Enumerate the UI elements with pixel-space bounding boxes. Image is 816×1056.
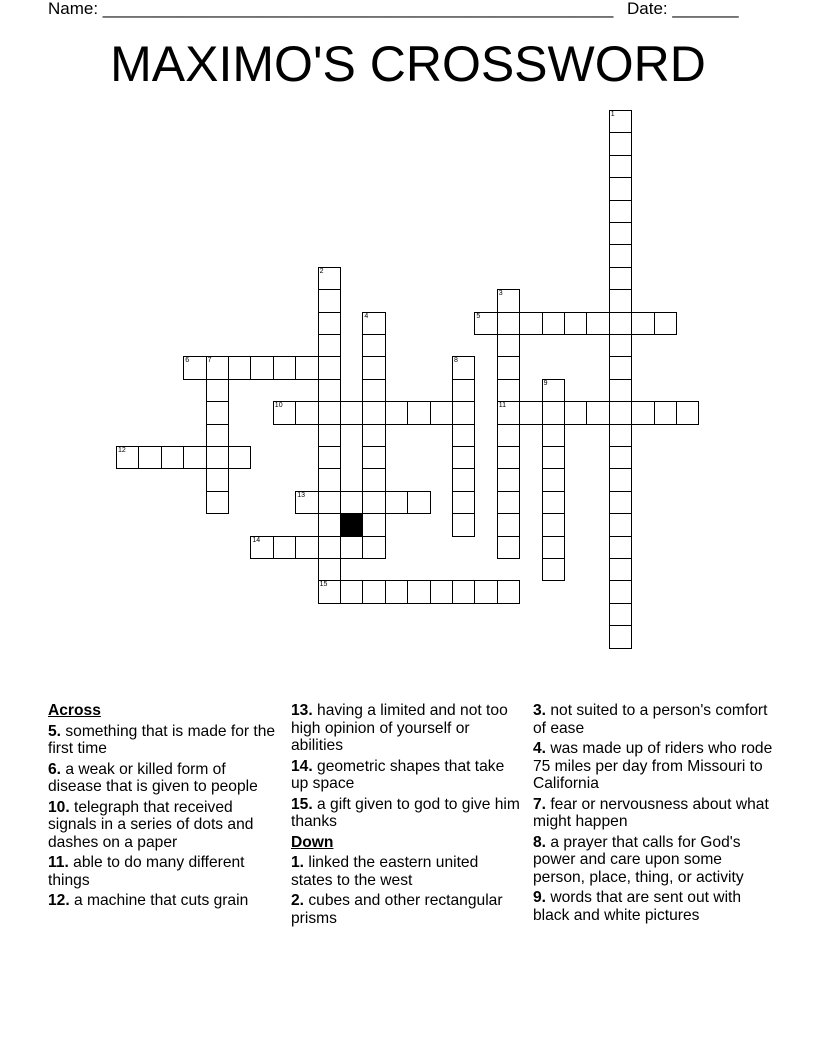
across-heading: Across [48,702,101,719]
grid-cell[interactable] [318,580,341,603]
clue-number: 3 [498,290,503,298]
grid-cell[interactable] [340,401,363,424]
clue-across-11: 11. able to do many different things [48,854,245,889]
grid-cell[interactable] [654,312,677,335]
grid-cell[interactable] [609,267,632,290]
grid-cell[interactable] [318,536,341,559]
grid-cell[interactable] [609,289,632,312]
grid-cell[interactable] [452,424,475,447]
grid-cell[interactable] [452,491,475,514]
grid-cell[interactable] [318,334,341,357]
grid-cell[interactable] [609,379,632,402]
grid-cell[interactable] [609,446,632,469]
grid-cell[interactable] [542,379,565,402]
grid-cell[interactable] [609,558,632,581]
grid-cell[interactable] [586,401,609,424]
grid-cell[interactable] [116,446,139,469]
grid-cell[interactable] [452,401,475,424]
grid-cell[interactable] [295,491,318,514]
grid-cell[interactable] [609,110,632,133]
clue-across-15: 15. a gift given to god to give him thanks [291,795,520,830]
grid-cell[interactable] [295,356,318,379]
grid-cell[interactable] [609,513,632,536]
clue-number: 1 [610,111,615,118]
grid-cell[interactable] [609,155,632,178]
grid-cell[interactable] [407,401,430,424]
grid-cell[interactable] [609,334,632,357]
grid-cell[interactable] [362,491,385,514]
grid-cell[interactable] [609,491,632,514]
grid-cell[interactable] [430,401,453,424]
grid-cell[interactable] [452,468,475,491]
grid-cell[interactable] [609,536,632,559]
grid-cell[interactable] [542,424,565,447]
clues-column-3 [533,702,773,927]
grid-cell[interactable] [362,446,385,469]
clue-number: 14 [252,536,261,544]
grid-cell[interactable] [542,513,565,536]
clue-across-12: 12. a machine that cuts grain [48,892,249,909]
grid-cell[interactable] [430,580,453,603]
clues-column-2 [291,702,521,930]
grid-cell[interactable] [564,312,587,335]
grid-cell[interactable] [295,401,318,424]
grid-cell[interactable] [676,401,699,424]
clue-down-3: 3. not suited to a person's comfort of ease [533,702,768,737]
grid-cell[interactable] [609,177,632,200]
grid-cell[interactable] [609,580,632,603]
grid-cell[interactable] [362,536,385,559]
grid-cell[interactable] [273,401,296,424]
grid-cell[interactable] [250,356,273,379]
grid-cell[interactable] [497,446,520,469]
grid-cell[interactable] [340,580,363,603]
clue-down-8: 8. a prayer that calls for God's power and care upon some person, place, thing, or activity [533,833,744,886]
black-cell [340,513,363,536]
grid-cell[interactable] [452,379,475,402]
grid-cell[interactable] [497,536,520,559]
date-field[interactable]: Date: _______ [627,0,739,18]
grid-cell[interactable] [452,513,475,536]
grid-cell[interactable] [609,401,632,424]
grid-cell[interactable] [318,379,341,402]
grid-cell[interactable] [519,312,542,335]
clue-number: 9 [543,379,548,387]
grid-cell[interactable] [318,312,341,335]
grid-cell[interactable] [452,446,475,469]
grid-cell[interactable] [318,446,341,469]
clue-number: 8 [454,357,458,365]
grid-cell[interactable] [586,312,609,335]
grid-cell[interactable] [362,468,385,491]
grid-cell[interactable] [362,424,385,447]
grid-cell[interactable] [542,491,565,514]
grid-cell[interactable] [497,289,520,312]
grid-cell[interactable] [542,312,565,335]
clue-down-4: 4. was made up of riders who rode 75 miles per day from Missouri to California [533,740,773,792]
grid-cell[interactable] [407,580,430,603]
grid-cell[interactable] [497,379,520,402]
grid-cell[interactable] [474,580,497,603]
page-title: MAXIMO'S CROSSWORD [110,36,706,92]
grid-cell[interactable] [362,356,385,379]
grid-cell[interactable] [609,468,632,491]
grid-cell[interactable] [183,446,206,469]
grid-cell[interactable] [542,401,565,424]
grid-cell[interactable] [542,468,565,491]
clue-across-10: 10. telegraph that received signals in a series of dots and dashes on a paper [48,798,254,851]
grid-cell[interactable] [318,558,341,581]
clue-number: 7 [207,357,212,365]
grid-cell[interactable] [318,267,341,290]
grid-cell[interactable] [609,132,632,155]
grid-cell[interactable] [228,446,251,469]
clue-across-5: 5. something that is made for the first time [48,722,276,757]
grid-cell[interactable] [318,513,341,536]
grid-cell[interactable] [609,244,632,267]
grid-cell[interactable] [452,580,475,603]
clue-across-14: 14. geometric shapes that take up space [291,757,505,792]
grid-cell[interactable] [362,513,385,536]
clue-number: 11 [498,402,507,410]
grid-cell[interactable] [497,491,520,514]
grid-cell[interactable] [318,401,341,424]
grid-cell[interactable] [497,580,520,603]
grid-cell[interactable] [206,401,229,424]
grid-cell[interactable] [497,424,520,447]
grid-cell[interactable] [362,401,385,424]
grid-cell[interactable] [519,401,542,424]
grid-cell[interactable] [542,558,565,581]
grid-cell[interactable] [497,356,520,379]
grid-cell[interactable] [206,356,229,379]
grid-cell[interactable] [474,312,497,335]
grid-cell[interactable] [497,334,520,357]
grid-cell[interactable] [161,446,184,469]
grid-cell[interactable] [206,424,229,447]
grid-cell[interactable] [295,536,318,559]
grid-cell[interactable] [542,446,565,469]
clue-down-2: 2. cubes and other rectangular prisms [291,892,503,927]
grid-cell[interactable] [609,200,632,223]
clue-across-6: 6. a weak or killed form of disease that is given to people [48,760,258,795]
grid-cell[interactable] [385,491,408,514]
grid-cell[interactable] [654,401,677,424]
grid-cell[interactable] [631,401,654,424]
grid-cell[interactable] [228,356,251,379]
grid-cell[interactable] [564,401,587,424]
grid-cell[interactable] [362,580,385,603]
grid-cell[interactable] [542,536,565,559]
grid-cell[interactable] [273,536,296,559]
grid-cell[interactable] [206,379,229,402]
grid-cell[interactable] [206,446,229,469]
grid-cell[interactable] [631,312,654,335]
grid-cell[interactable] [340,491,363,514]
clue-number: 4 [364,312,369,320]
grid-cell[interactable] [318,468,341,491]
grid-cell[interactable] [497,468,520,491]
grid-cell[interactable] [452,356,475,379]
grid-cell[interactable] [385,580,408,603]
clue-number: 10 [274,402,283,410]
grid-cell[interactable] [609,356,632,379]
grid-cell[interactable] [497,513,520,536]
clue-across-13: 13. having a limited and not too high opinion of yourself or abilities [291,702,508,754]
grid-cell[interactable] [497,312,520,335]
grid-cell[interactable] [609,312,632,335]
clue-number: 5 [476,312,481,320]
clue-down-9: 9. words that are sent out with black and white pictures [533,889,742,924]
grid-cell[interactable] [318,289,341,312]
grid-cell[interactable] [609,222,632,245]
grid-cell[interactable] [206,491,229,514]
grid-cell[interactable] [206,468,229,491]
grid-cell[interactable] [318,491,341,514]
grid-cell[interactable] [250,536,273,559]
grid-cell[interactable] [407,491,430,514]
clue-down-1: 1. linked the eastern united states to the west [291,854,479,889]
grid-cell[interactable] [362,312,385,335]
down-heading: Down [291,833,334,851]
name-field[interactable]: Name: ______________________________________________________ [48,0,614,18]
clue-number: 12 [118,447,126,454]
grid-cell[interactable] [318,424,341,447]
clue-number: 13 [297,491,305,499]
clue-number: 15 [319,581,328,589]
grid-cell[interactable] [362,334,385,357]
grid-cell[interactable] [497,401,520,424]
grid-cell[interactable] [138,446,161,469]
clue-number: 2 [319,267,324,275]
grid-cell[interactable] [340,536,363,559]
grid-cell[interactable] [183,356,206,379]
grid-cell[interactable] [609,625,632,648]
grid-cell[interactable] [273,356,296,379]
grid-cell[interactable] [609,424,632,447]
grid-cell[interactable] [609,603,632,626]
grid-cell[interactable] [385,401,408,424]
clue-down-7: 7. fear or nervousness about what might happen [533,795,769,830]
grid-cell[interactable] [362,379,385,402]
clues-column-1 [48,702,278,913]
clue-number: 6 [185,357,190,365]
grid-cell[interactable] [318,356,341,379]
